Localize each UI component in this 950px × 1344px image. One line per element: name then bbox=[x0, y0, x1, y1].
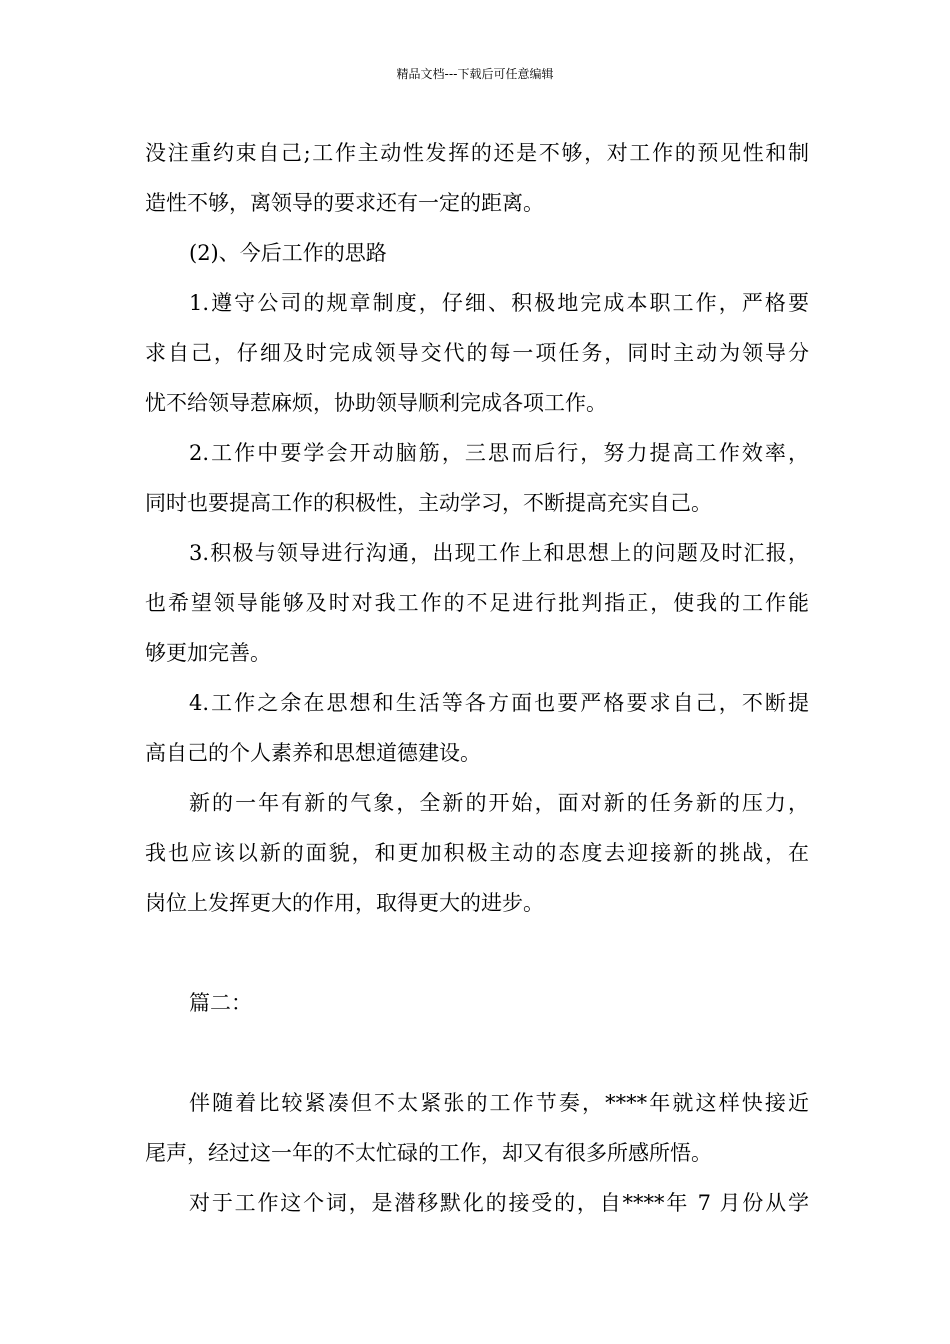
paragraph-line: 我也应该以新的面貌，和更加积极主动的态度去迎接新的挑战，在 bbox=[145, 841, 809, 865]
paragraph-line: 3.积极与领导进行沟通，出现工作上和思想上的问题及时汇报， bbox=[189, 541, 809, 565]
document-body bbox=[145, 128, 809, 1228]
spacer bbox=[145, 928, 809, 978]
paragraph-line: 岗位上发挥更大的作用，取得更大的进步。 bbox=[145, 891, 544, 915]
paragraph-line: 求自己，仔细及时完成领导交代的每一项任务，同时主动为领导分 bbox=[145, 341, 809, 365]
paragraph-line: 也希望领导能够及时对我工作的不足进行批判指正，使我的工作能 bbox=[145, 591, 809, 615]
paragraph-line: 2.工作中要学会开动脑筋，三思而后行，努力提高工作效率， bbox=[189, 441, 809, 465]
section-heading: (2)、今后工作的思路 bbox=[189, 241, 387, 265]
paragraph-line: 4.工作之余在思想和生活等各方面也要严格要求自己，不断提 bbox=[189, 691, 809, 715]
paragraph-line: 新的一年有新的气象，全新的开始，面对新的任务新的压力， bbox=[189, 791, 809, 815]
paragraph-line: 对于工作这个词，是潜移默化的接受的，自****年 7 月份从学 bbox=[189, 1191, 809, 1215]
paragraph-line: 够更加完善。 bbox=[145, 641, 271, 665]
paragraph-line: 同时也要提高工作的积极性，主动学习，不断提高充实自己。 bbox=[145, 491, 712, 515]
paragraph-line: 尾声，经过这一年的不太忙碌的工作，却又有很多所感所悟。 bbox=[145, 1141, 712, 1165]
spacer bbox=[145, 1028, 809, 1078]
paragraph-line: 造性不够，离领导的要求还有一定的距离。 bbox=[145, 191, 544, 215]
paragraph-line: 高自己的个人素养和思想道德建设。 bbox=[145, 741, 481, 765]
paragraph-line: 1.遵守公司的规章制度，仔细、积极地完成本职工作，严格要 bbox=[189, 291, 809, 315]
page-header: 精品文档---下载后可任意编辑 bbox=[396, 67, 554, 81]
section-title: 篇二： bbox=[189, 991, 252, 1015]
paragraph-line: 伴随着比较紧凑但不太紧张的工作节奏，****年就这样快接近 bbox=[189, 1091, 809, 1115]
paragraph-line: 没注重约束自己;工作主动性发挥的还是不够，对工作的预见性和制 bbox=[145, 141, 809, 165]
paragraph-line: 忧不给领导惹麻烦，协助领导顺利完成各项工作。 bbox=[145, 391, 607, 415]
